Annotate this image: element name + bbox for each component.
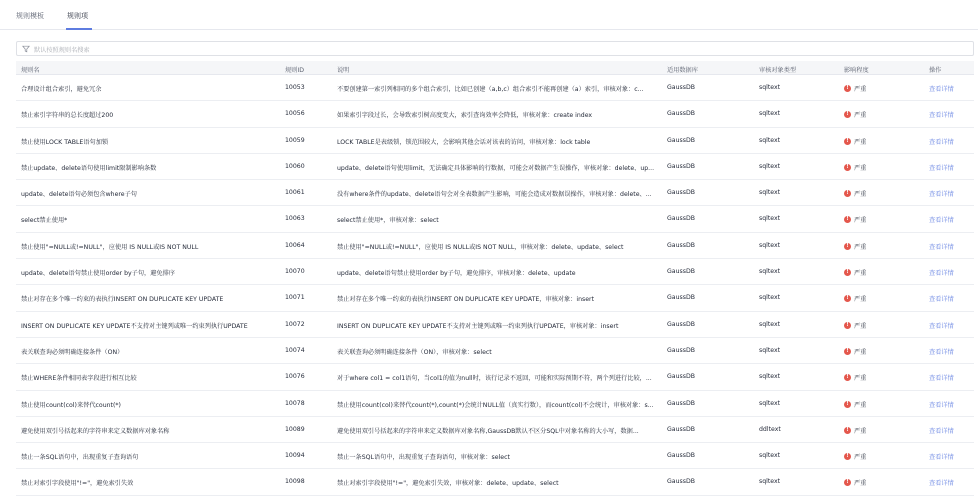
rule-database: GaussDB [667,399,695,407]
view-details-link[interactable]: 查看详情 [929,322,954,330]
rule-name: 禁止使用"=NULL或!=NULL"，应使用 IS NULL或IS NOT NULL [21,243,199,251]
active-tab-indicator [66,28,92,30]
rule-severity [844,137,914,146]
severity-label: 严重 [854,375,867,383]
rule-description: 禁止使用count(col)来替代count(*),count(*)会统计NULL值（真实行数），而count(col)不会统计，审核对象：s... [337,401,654,409]
severity-label: 严重 [854,191,867,199]
error-circle-icon: ! [844,138,851,145]
header-actions: 操作 [929,67,942,74]
error-circle-icon: ! [844,479,851,486]
rule-id: 10053 [285,84,305,91]
view-details-link[interactable]: 查看详情 [929,348,954,356]
rule-severity [844,242,914,251]
rule-name: 禁止索引字符串的总长度超过200 [21,112,114,120]
rule-object-type: sqltext [759,294,781,302]
header-object-type: 审核对象类型 [759,67,797,74]
view-details-link[interactable]: 查看详情 [929,454,954,462]
rule-object-type: sqltext [759,241,781,249]
table-row [16,259,974,285]
rule-description: 没有where条件的update、delete语句会对全表数据产生影响，可能会造成对数据误操作，审核对象：delete、... [337,191,652,199]
rule-name: 禁止一条SQL语句中，出现重复子查询语句 [21,454,139,462]
rule-database: GaussDB [667,215,695,223]
table-row [16,417,974,443]
rule-id: 10072 [285,320,305,328]
rule-object-type: ddltext [759,425,781,433]
severity-label: 严重 [854,322,867,330]
severity-label: 严重 [854,348,867,356]
severity-label: 严重 [854,296,867,304]
rule-severity [844,347,914,356]
rule-object-type: sqltext [759,268,781,276]
rule-description: 避免使用双引号括起来的字符串来定义数据库对象名称,GaussDB默认不区分SQL中对象名称的大小写，数据... [337,427,639,435]
rule-id: 10094 [285,452,305,460]
rule-id: 10059 [285,136,305,144]
rule-object-type: sqltext [759,399,781,407]
rule-name: 表关联查询必须明确连接条件（ON） [21,348,124,356]
rule-name: INSERT ON DUPLICATE KEY UPDATE不支持对主键列或唯一约束列执行UPDATE [21,322,248,330]
rule-database: GaussDB [667,241,695,249]
view-details-link[interactable]: 查看详情 [929,138,954,146]
table-row [16,75,974,101]
rule-object-type: sqltext [759,452,781,460]
table-row [16,128,974,154]
error-circle-icon: ! [844,453,851,460]
header-severity: 影响程度 [844,67,869,74]
rule-name: 避免使用双引号括起来的字符串来定义数据库对象名称 [21,427,170,435]
rule-description: 禁止一条SQL语句中，出现重复子查询语句，审核对象：select [337,454,510,462]
severity-label: 严重 [854,270,867,278]
table-row [16,154,974,180]
rule-name: update、delete语句禁止使用order by子句，避免排序 [21,270,175,278]
rule-id: 10071 [285,294,305,302]
severity-label: 严重 [854,138,867,146]
severity-label: 严重 [854,427,867,435]
rule-severity [844,400,914,409]
view-details-link[interactable]: 查看详情 [929,270,954,278]
rule-description: select禁止使用*，审核对象：select [337,217,439,225]
rule-description: update、delete语句禁止使用order by子句，避免排序，审核对象：delete、update [337,270,576,278]
error-circle-icon: ! [844,190,851,197]
search-placeholder: 默认按照规则名搜索 [34,47,90,54]
rule-database: GaussDB [667,294,695,302]
rule-severity [844,321,914,330]
rule-severity [844,426,914,435]
view-details-link[interactable]: 查看详情 [929,112,954,120]
rule-id: 10070 [285,268,305,276]
rule-id: 10089 [285,425,305,433]
rule-id: 10060 [285,162,305,170]
error-circle-icon: ! [844,374,851,381]
rule-object-type: sqltext [759,478,781,486]
rule-object-type: sqltext [759,346,781,354]
rule-name: select禁止使用* [21,217,68,225]
filter-icon [22,45,30,53]
rule-name: 禁止update、delete语句使用limit限制影响条数 [21,164,157,172]
rule-severity [844,84,914,93]
rule-description: 对于where col1 = col1语句，当col1的值为null时，该行记录不返回，可能和实际预期不符，两个列进行比较，... [337,375,652,383]
error-circle-icon: ! [844,401,851,408]
tab-rule-templates[interactable]: 规则模板 [16,12,44,20]
rule-name: 合理设计组合索引，避免冗余 [21,86,102,93]
view-details-link[interactable]: 查看详情 [929,243,954,251]
rule-severity [844,373,914,382]
rules-table [16,61,974,496]
view-details-link[interactable]: 查看详情 [929,86,954,93]
severity-label: 严重 [854,401,867,409]
error-circle-icon: ! [844,269,851,276]
rule-id: 10076 [285,373,305,381]
view-details-link[interactable]: 查看详情 [929,217,954,225]
rule-name: 禁止使用LOCK TABLE语句加锁 [21,138,109,146]
rule-description: update、delete语句使用limit，无法确定具体影响的行数据，可能会对数据产生误操作，审核对象：delete、up... [337,164,655,172]
rule-object-type: sqltext [759,320,781,328]
table-row [16,391,974,417]
rule-description: 不要创建第一索引列相同的多个组合索引，比如已创建（a,b,c）组合索引不能再创建（a）索引，审核对象：c... [337,86,644,93]
view-details-link[interactable]: 查看详情 [929,191,954,199]
rule-name: 禁止对索引字段使用"!="，避免索引失效 [21,480,134,488]
rule-id: 10056 [285,110,305,118]
rule-database: GaussDB [667,452,695,460]
rule-description: 表关联查询必须明确连接条件（ON），审核对象：select [337,348,492,356]
rule-name: update、delete语句必须包含where子句 [21,191,137,199]
severity-label: 严重 [854,454,867,462]
table-row [16,469,974,495]
rule-description: 禁止对存在多个唯一约束的表执行INSERT ON DUPLICATE KEY UPDATE，审核对象：insert [337,296,595,304]
rule-database: GaussDB [667,136,695,144]
rule-database: GaussDB [667,320,695,328]
rule-description: 如果索引字段过长，会导致索引树高度变大，索引查询效率会降低，审核对象：create index [337,112,593,120]
rule-description: LOCK TABLE是表级锁，锁范围较大，会影响其他会话对该表的访问，审核对象：lock table [337,138,591,146]
rule-id: 10078 [285,399,305,407]
rule-id: 10074 [285,346,305,354]
rule-severity [844,294,914,303]
rule-severity [844,110,914,119]
rule-id: 10063 [285,215,305,223]
header-description: 说明 [337,67,350,74]
rule-description: INSERT ON DUPLICATE KEY UPDATE不支持对主键列或唯一约束列执行UPDATE，审核对象：insert [337,322,619,330]
rule-severity [844,215,914,224]
rule-severity [844,163,914,172]
rule-database: GaussDB [667,346,695,354]
view-details-link[interactable]: 查看详情 [929,401,954,409]
table-row [16,233,974,259]
rule-description: 禁止对索引字段使用"!="，避免索引失效，审核对象：delete、update、select [337,480,559,488]
rule-object-type: sqltext [759,189,781,197]
header-rule-id: 规则ID [285,67,304,74]
error-circle-icon: ! [844,85,851,92]
rule-severity [844,189,914,198]
severity-label: 严重 [854,480,867,488]
severity-label: 严重 [854,243,867,251]
error-circle-icon: ! [844,243,851,250]
rule-database: GaussDB [667,268,695,276]
rule-object-type: sqltext [759,162,781,170]
table-row [16,285,974,311]
rule-database: GaussDB [667,373,695,381]
severity-label: 严重 [854,217,867,225]
rule-database: GaussDB [667,189,695,197]
rule-database: GaussDB [667,478,695,486]
table-row [16,338,974,364]
rule-database: GaussDB [667,84,695,91]
rule-description: 禁止使用"=NULL或!=NULL"，应使用 IS NULL或IS NOT NULL，审核对象：delete、update、select [337,243,624,251]
rule-severity [844,452,914,461]
error-circle-icon: ! [844,322,851,329]
search-input[interactable] [16,41,974,56]
rule-id: 10098 [285,478,305,486]
rule-severity [844,268,914,277]
severity-label: 严重 [854,112,867,120]
view-details-link[interactable]: 查看详情 [929,296,954,304]
rule-name: 禁止使用count(col)来替代count(*) [21,401,121,409]
rule-database: GaussDB [667,162,695,170]
rule-id: 10064 [285,241,305,249]
view-details-link[interactable]: 查看详情 [929,375,954,383]
table-row [16,180,974,206]
table-header [16,61,974,75]
table-body [16,75,974,496]
table-row [16,443,974,469]
header-rule-name: 规则名 [21,67,40,74]
rule-database: GaussDB [667,110,695,118]
error-circle-icon: ! [844,348,851,355]
error-circle-icon: ! [844,216,851,223]
tab-bar [0,0,978,30]
rule-object-type: sqltext [759,110,781,118]
rule-name: 禁止WHERE条件相同表字段进行相互比较 [21,375,137,383]
severity-label: 严重 [854,164,867,172]
error-circle-icon: ! [844,111,851,118]
view-details-link[interactable]: 查看详情 [929,427,954,435]
rule-object-type: sqltext [759,215,781,223]
view-details-link[interactable]: 查看详情 [929,164,954,172]
rule-name: 禁止对存在多个唯一约束的表执行INSERT ON DUPLICATE KEY UPDATE [21,296,224,304]
rule-id: 10061 [285,189,305,197]
rule-object-type: sqltext [759,373,781,381]
header-database: 适用数据库 [667,67,698,74]
severity-label: 严重 [854,86,867,93]
table-row [16,312,974,338]
tab-rule-items[interactable]: 规则项 [67,12,88,20]
rule-database: GaussDB [667,425,695,433]
table-row [16,364,974,390]
rule-severity [844,478,914,487]
error-circle-icon: ! [844,295,851,302]
table-row [16,206,974,232]
table-row [16,101,974,127]
error-circle-icon: ! [844,164,851,171]
rule-object-type: sqltext [759,84,781,91]
view-details-link[interactable]: 查看详情 [929,480,954,488]
rule-object-type: sqltext [759,136,781,144]
error-circle-icon: ! [844,427,851,434]
